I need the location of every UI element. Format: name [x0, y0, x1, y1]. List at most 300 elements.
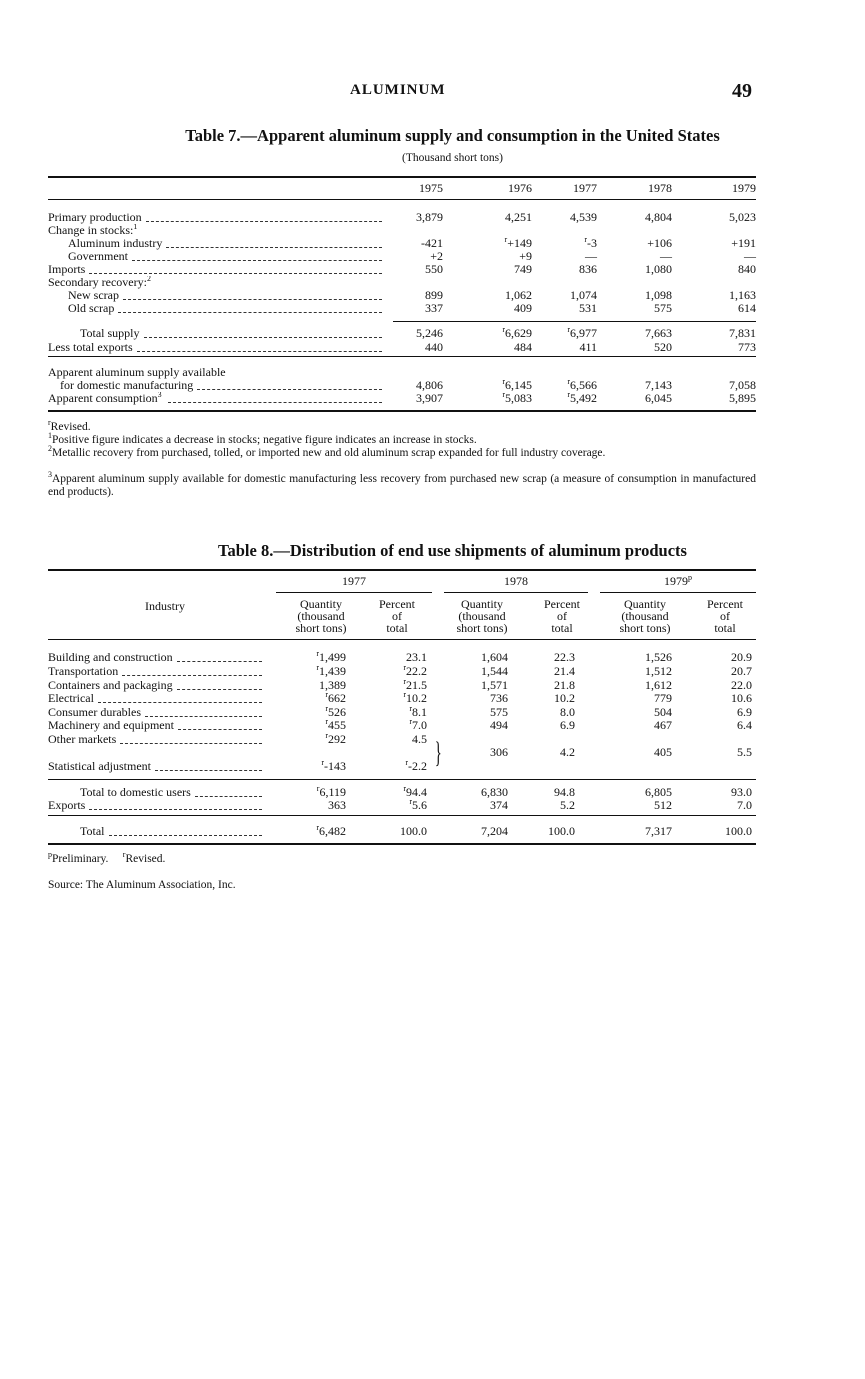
table8-cell [615, 799, 672, 812]
revised-mark: r [567, 390, 570, 399]
cell-value: — [744, 249, 756, 263]
quantity-header: Quantity [300, 597, 342, 611]
cell-value: 411 [579, 340, 597, 354]
table8-cell [700, 651, 752, 664]
percent-header: total [386, 621, 408, 635]
quantity-header: short tons) [295, 621, 347, 635]
table8-cell [375, 651, 427, 664]
table7-cell [473, 392, 532, 405]
table7-top-rule [48, 176, 756, 178]
table7-section-rule [48, 356, 756, 357]
percent-header: of [392, 609, 402, 623]
table8-cell [290, 799, 346, 812]
cell-value: 6,119 [319, 785, 346, 799]
revised-mark: r [325, 690, 328, 699]
cell-value: 550 [425, 262, 443, 276]
cell-value: 6,629 [505, 326, 532, 340]
cell-value: 20.9 [731, 650, 752, 664]
table7-row-label [48, 263, 382, 276]
quantity-header: (thousand [458, 609, 506, 623]
cell-value: 7,204 [481, 824, 508, 838]
table7-row-label [68, 237, 382, 250]
table7-cell [610, 211, 672, 224]
cell-value: 1,612 [645, 678, 672, 692]
cell-value: 1,074 [570, 288, 597, 302]
table8-cell [455, 692, 508, 705]
revised-mark: r [403, 677, 406, 686]
table7-row-label [48, 341, 382, 354]
revised-mark: r [316, 823, 319, 832]
cell-value: 7,831 [729, 326, 756, 340]
revised-mark: r [584, 235, 587, 244]
revised-mark: r [409, 797, 412, 806]
dot-leader [197, 389, 382, 390]
cell-value: 1,389 [319, 678, 346, 692]
running-header [0, 80, 865, 104]
table8-cell [615, 692, 672, 705]
table7-year-1976: 1976 [508, 181, 532, 195]
cell-value: +191 [731, 236, 756, 250]
table7-row-label [48, 224, 382, 237]
table8-cell [375, 719, 427, 732]
year-group-rule [276, 592, 432, 593]
cell-value: +2 [430, 249, 443, 263]
table8-cell [290, 665, 346, 678]
cell-value: 5.2 [560, 798, 575, 812]
dot-leader [145, 716, 262, 717]
row-label-text: Machinery and equipment [48, 719, 174, 732]
table8-row-label [48, 692, 262, 705]
year-label: 1977 [342, 574, 366, 588]
row-label-text: New scrap [68, 289, 119, 302]
chapter-title: ALUMINUM [350, 82, 446, 98]
row-label-text: Less total exports [48, 341, 133, 354]
cell-value: 1,512 [645, 664, 672, 678]
table8-cell [530, 825, 575, 838]
cell-value: 1,544 [481, 664, 508, 678]
dot-leader [98, 702, 262, 703]
dot-leader [166, 247, 382, 248]
table7-year-1979: 1979 [732, 181, 756, 195]
cell-value: 100.0 [400, 824, 427, 838]
table8-cell [455, 651, 508, 664]
cell-value: 22.3 [554, 650, 575, 664]
dot-leader [122, 675, 262, 676]
table7-footnote-3: $^3$Apparent aluminum supply available for domestic manufacturing less recovery from purchased new scrap (a measure of consumption in manufactured end products). [48, 470, 756, 498]
table8-row-label [48, 760, 262, 773]
table8-cell [700, 799, 752, 812]
cell-value: 6,145 [505, 378, 532, 392]
cell-value: 409 [514, 301, 532, 315]
table7-cell [538, 392, 597, 405]
table7-cell [610, 327, 672, 340]
percent-header: Percent [544, 597, 580, 611]
table7-cell [700, 302, 756, 315]
cell-value: 94.4 [406, 785, 427, 799]
table8-cell [700, 665, 752, 678]
table7-cell [700, 263, 756, 276]
combined-cell [455, 746, 508, 759]
table8-row-label [48, 651, 262, 664]
cell-value: — [585, 249, 597, 263]
table8-row-label [48, 665, 262, 678]
table7-row-label [80, 327, 382, 340]
cell-value: 5,492 [570, 391, 597, 405]
combined-cell [615, 746, 672, 759]
table8-cell [455, 799, 508, 812]
industry-header: Industry [145, 599, 185, 613]
table8-row-label [80, 825, 262, 838]
table8-cell [375, 692, 427, 705]
revised-mark: r [504, 235, 508, 244]
quantity-header: Quantity [624, 597, 666, 611]
preliminary-mark: p [688, 573, 692, 582]
cell-value: 1,163 [729, 288, 756, 302]
cell-value: 899 [425, 288, 443, 302]
table8-header-rule [48, 639, 756, 640]
table8-title: Table 8.—Distribution of end use shipments of aluminum products [218, 541, 687, 560]
table8-bottom-rule [48, 843, 756, 845]
dot-leader [132, 260, 382, 261]
cell-value: 4.2 [560, 745, 575, 759]
table7-cell [700, 392, 756, 405]
table7-cell [700, 341, 756, 354]
table8-source: Source: The Aluminum Association, Inc. [48, 879, 236, 891]
revised-mark: r [316, 784, 320, 793]
table8-cell [375, 825, 427, 838]
cell-value: 22.0 [731, 678, 752, 692]
revised-mark: r [325, 717, 328, 726]
cell-value: 5.6 [412, 798, 427, 812]
cell-value: 3,879 [416, 210, 443, 224]
cell-value: 6,482 [319, 824, 346, 838]
table8-cell [290, 760, 346, 773]
table7-cell [473, 263, 532, 276]
cell-value: 7,317 [645, 824, 672, 838]
revised-mark: r [409, 717, 412, 726]
cell-value: 4,806 [416, 378, 443, 392]
cell-value: 6,805 [645, 785, 672, 799]
table7-footnote-revised: $^r$Revised. [48, 418, 91, 433]
revised-mark: r [405, 758, 408, 767]
dot-leader [178, 729, 262, 730]
cell-value: 840 [738, 262, 756, 276]
cell-value: 531 [579, 301, 597, 315]
row-label-text: for domestic manufacturing [60, 379, 194, 392]
table8-footnote: $^p$Preliminary. $^r$Revised. [48, 850, 166, 865]
table8-cell [615, 719, 672, 732]
cell-value: 1,571 [481, 678, 508, 692]
cell-value: 363 [328, 798, 346, 812]
table7-row-label [68, 302, 382, 315]
table8-cell [530, 665, 575, 678]
combined-cell [530, 746, 575, 759]
dot-leader [177, 661, 262, 662]
cell-value: 467 [654, 718, 672, 732]
table7-cell [393, 392, 443, 405]
cell-value: 4,539 [570, 210, 597, 224]
cell-value: 1,098 [645, 288, 672, 302]
table7-row-label [48, 392, 382, 405]
table7-cell [393, 341, 443, 354]
table8-cell [290, 719, 346, 732]
cell-value: 94.8 [554, 785, 575, 799]
cell-value: 6.9 [737, 705, 752, 719]
cell-value: 8.1 [412, 705, 427, 719]
cell-value: 575 [490, 705, 508, 719]
table8-cell [290, 733, 346, 746]
year-group-1979 [600, 575, 756, 587]
revised-mark: r [325, 731, 328, 740]
cell-value: 22.2 [406, 664, 427, 678]
table7-bottom-rule [48, 410, 756, 412]
table8-cell [375, 760, 427, 773]
table7-cell [473, 302, 532, 315]
cell-value: 440 [425, 340, 443, 354]
table7-footnote-2: $^2$Metallic recovery from purchased, tolled, or imported new and old aluminum scrap expanded for full industry coverage. [48, 444, 606, 459]
footnote-ref: 1 [133, 224, 138, 231]
table8-cell [700, 692, 752, 705]
dot-leader [118, 312, 382, 313]
table8-cell [615, 665, 672, 678]
table8-row-label [48, 679, 262, 692]
table8-cell [700, 719, 752, 732]
table7-cell [700, 211, 756, 224]
page-number: 49 [732, 80, 752, 102]
cell-value: 8.0 [560, 705, 575, 719]
footnote-preliminary: Preliminary. [52, 853, 109, 865]
table7-row-label [68, 250, 382, 263]
cell-value: 1,439 [319, 664, 346, 678]
table7-subtotal-rule [393, 321, 756, 322]
percent-header: Percent [707, 597, 743, 611]
table7-cell [393, 263, 443, 276]
table8-cell [375, 733, 427, 746]
cell-value: 4,251 [505, 210, 532, 224]
table7-cell [538, 263, 597, 276]
row-label-text: Aluminum industry [68, 237, 163, 250]
cell-value: 526 [328, 705, 346, 719]
cell-value: 455 [328, 718, 346, 732]
cell-value: 520 [654, 340, 672, 354]
cell-value: 494 [490, 718, 508, 732]
table7-cell [538, 327, 597, 340]
row-label-text: Exports [48, 799, 86, 812]
table8-cell [700, 825, 752, 838]
table8-cell [530, 651, 575, 664]
table7-cell [610, 392, 672, 405]
percent-header: Percent [379, 597, 415, 611]
row-label-text: Old scrap [68, 302, 115, 315]
cell-value: 10.2 [554, 691, 575, 705]
row-label-text: Other markets [48, 733, 117, 746]
dot-leader [144, 337, 383, 338]
row-label-text: Building and construction [48, 651, 173, 664]
cell-value: 7,663 [645, 326, 672, 340]
cell-value: 6,045 [645, 391, 672, 405]
table8-row-label [80, 786, 262, 799]
cell-value: 1,604 [481, 650, 508, 664]
revised-mark: r [403, 690, 406, 699]
cell-value: 749 [514, 262, 532, 276]
row-label-text: Apparent aluminum supply available [48, 366, 226, 379]
cell-value: 23.1 [406, 650, 427, 664]
cell-value: 10.2 [406, 691, 427, 705]
cell-value: +9 [519, 249, 532, 263]
cell-value: 614 [738, 301, 756, 315]
cell-value: 6.9 [560, 718, 575, 732]
year-label: 1978 [504, 574, 528, 588]
revised-mark: r [409, 704, 412, 713]
table7-header-rule [48, 199, 756, 200]
dot-leader [123, 299, 382, 300]
table8-row-label [48, 799, 262, 812]
table7-cell [538, 211, 597, 224]
cell-value: 1,526 [645, 650, 672, 664]
footnote-ref: 3 [157, 392, 162, 399]
cell-value: 337 [425, 301, 443, 315]
cell-value: 7.0 [737, 798, 752, 812]
revised-mark: r [316, 649, 319, 658]
table7-cell [393, 211, 443, 224]
cell-value: 773 [738, 340, 756, 354]
table8-top-rule [48, 569, 756, 571]
table7-cell [393, 302, 443, 315]
footnote-ref: 2 [146, 276, 151, 283]
cell-value: 5,023 [729, 210, 756, 224]
cell-value: 1,499 [319, 650, 346, 664]
percent-header: total [714, 621, 736, 635]
table8-cell [530, 692, 575, 705]
cell-value: 3,907 [416, 391, 443, 405]
table8-cell [455, 825, 508, 838]
revised-mark: r [502, 390, 505, 399]
dot-leader [168, 402, 382, 403]
cell-value: 504 [654, 705, 672, 719]
quantity-header: (thousand [621, 609, 669, 623]
table7-row-label [48, 276, 382, 289]
cell-value: 6,830 [481, 785, 508, 799]
table8-cell [375, 799, 427, 812]
table8-row-label [48, 706, 262, 719]
cell-value: 100.0 [548, 824, 575, 838]
table7-row-label [48, 366, 382, 379]
table7-title: Table 7.—Apparent aluminum supply and consumption in the United States [185, 126, 720, 145]
row-label-text: Government [68, 250, 128, 263]
table8-cell [290, 825, 346, 838]
footnote-revised: Revised. [125, 853, 166, 865]
cell-value: 836 [579, 262, 597, 276]
cell-value: +149 [507, 236, 532, 250]
table7-cell [473, 327, 532, 340]
revised-mark: r [502, 377, 505, 386]
cell-value: 405 [654, 745, 672, 759]
table8-cell [375, 665, 427, 678]
cell-value: 779 [654, 691, 672, 705]
table7-row-label [60, 379, 382, 392]
row-label-text: Primary production [48, 211, 142, 224]
row-label-text: Secondary recovery: [48, 276, 147, 289]
table8-cell [530, 799, 575, 812]
row-label-text: Containers and packaging [48, 679, 173, 692]
percent-header: total [551, 621, 573, 635]
revised-mark: r [567, 325, 570, 334]
table7-cell [473, 341, 532, 354]
dot-leader [137, 351, 382, 352]
table7-cell [393, 327, 443, 340]
cell-value: 4.5 [412, 732, 427, 746]
table7-subtitle: (Thousand short tons) [402, 152, 503, 164]
table8-cell [615, 825, 672, 838]
cell-value: 6,977 [570, 326, 597, 340]
cell-value: 5,246 [416, 326, 443, 340]
revised-mark: r [325, 704, 328, 713]
cell-value: 93.0 [731, 785, 752, 799]
cell-value: 7,143 [645, 378, 672, 392]
cell-value: 10.6 [731, 691, 752, 705]
cell-value: 1,080 [645, 262, 672, 276]
table7-year-1978: 1978 [648, 181, 672, 195]
quantity-header: (thousand [297, 609, 345, 623]
year-group-rule [600, 592, 756, 593]
cell-value: 7,058 [729, 378, 756, 392]
percent-header: of [720, 609, 730, 623]
row-label-text: Electrical [48, 692, 94, 705]
table8-cell [455, 719, 508, 732]
row-label-text: Imports [48, 263, 86, 276]
row-label-text: Total supply [80, 327, 140, 340]
cell-value: 292 [328, 732, 346, 746]
row-label-text: Transportation [48, 665, 119, 678]
cell-value: -3 [587, 236, 597, 250]
row-label-text: Consumer durables [48, 706, 141, 719]
cell-value: 4,804 [645, 210, 672, 224]
revised-mark: r [567, 377, 570, 386]
table7-row-label [48, 211, 382, 224]
cell-value: 5.5 [737, 745, 752, 759]
table7-footnote-1: $^1$Positive figure indicates a decrease in stocks; negative figure indicates an increase in stocks. [48, 431, 477, 446]
cell-value: 575 [654, 301, 672, 315]
cell-value: — [660, 249, 672, 263]
year-group-1978 [444, 575, 588, 587]
dot-leader [177, 689, 262, 690]
row-label-text: Statistical adjustment [48, 760, 151, 773]
cell-value: 6,566 [570, 378, 597, 392]
revised-mark: r [502, 325, 505, 334]
cell-value: 374 [490, 798, 508, 812]
cell-value: -2.2 [408, 759, 427, 773]
row-label-text: Total to domestic users [80, 786, 191, 799]
dot-leader [195, 796, 262, 797]
cell-value: 1,062 [505, 288, 532, 302]
table8-total-rule [48, 815, 756, 816]
quantity-header: short tons) [619, 621, 671, 635]
table8-cell [615, 651, 672, 664]
table7-cell [538, 341, 597, 354]
revised-mark: r [321, 758, 324, 767]
cell-value: 736 [490, 691, 508, 705]
revised-mark: r [316, 663, 319, 672]
table8-row-label [48, 733, 262, 746]
cell-value: 21.5 [406, 678, 427, 692]
year-group-rule [444, 592, 588, 593]
row-label-text: Change in stocks: [48, 224, 134, 237]
revised-mark: r [403, 784, 406, 793]
table7-cell [610, 302, 672, 315]
cell-value: 306 [490, 745, 508, 759]
table8-cell [455, 665, 508, 678]
table8-row-label [48, 719, 262, 732]
